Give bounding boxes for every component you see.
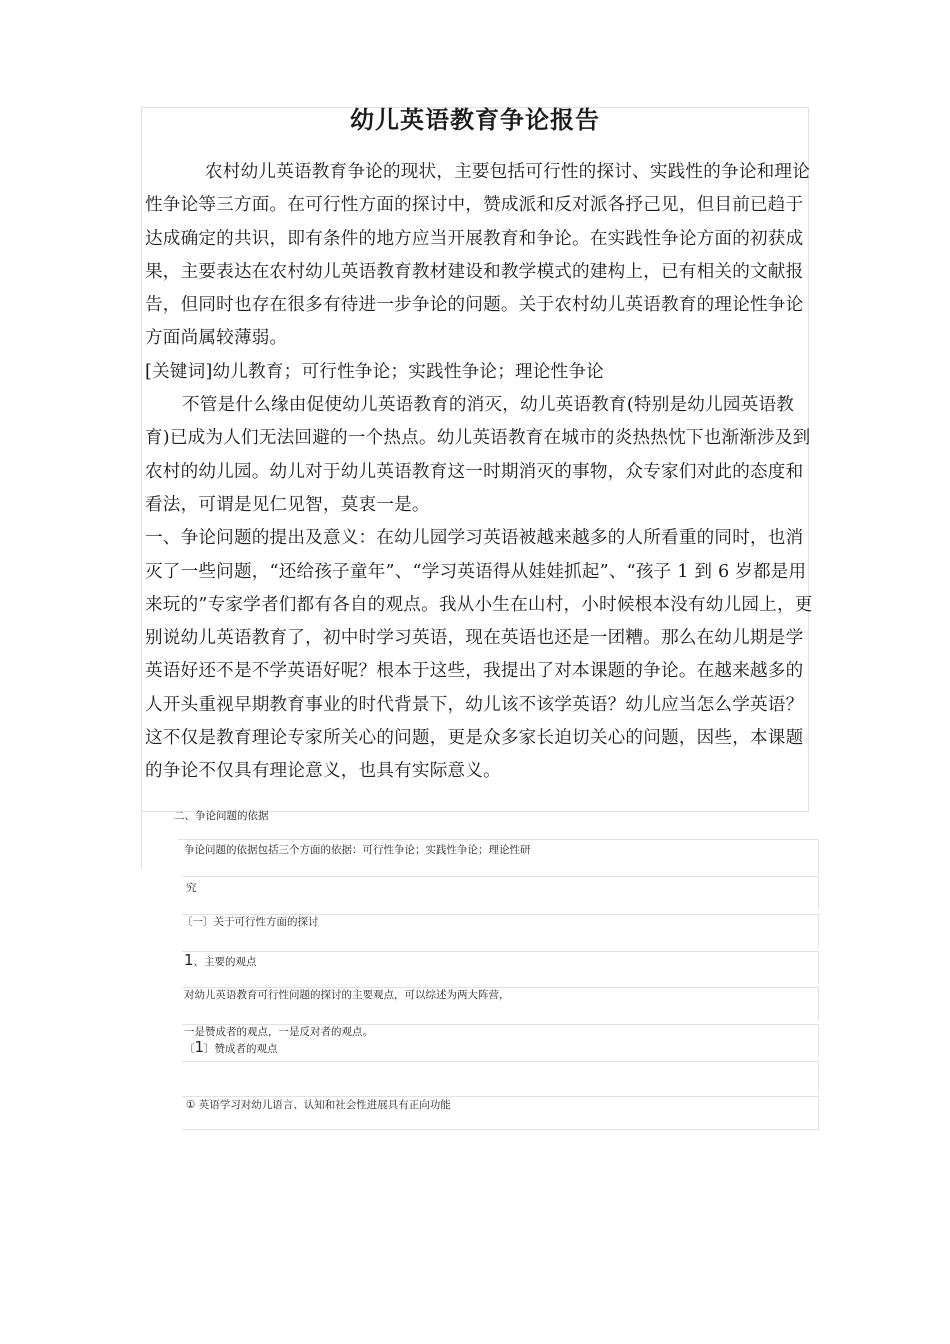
row-box [182,951,819,984]
row-box [182,1061,819,1094]
section2-basis-line2: 究 [186,882,197,894]
subsection1-1-1-heading [184,1040,278,1056]
row-box [182,876,819,909]
point1-text: ① 英语学习对幼儿语言、认知和社会性进展具有正向功能 [186,1099,451,1111]
subsection1-1-number: 1 [184,951,194,969]
subsection1-1-text: 对幼儿英语教育可行性问题的探讨的主要观点，可以综述为两大阵营， [184,989,510,1001]
keywords-line: [关键词]幼儿教育；可行性争论；实践性争论；理论性争论 [145,361,604,382]
subsection1-1-text2: 一是赞成者的观点，一是反对者的观点。 [184,1026,373,1038]
intro-paragraph: 不管是什么缘由促使幼儿英语教育的消灭，幼儿英语教育(特别是幼儿园英语教育)已成为人们无法回避的一个热点。幼儿英语教育在城市的炎热热忱下也渐渐涉及到农村的幼儿园。幼儿对于幼儿英语教育这一时期消灭的事物，众专家们对此的态度和看法，可谓是见仁见智，莫衷一是。 [145,395,811,515]
section1-paragraph: 一、争论问题的提出及意义：在幼儿园学习英语被越来越多的人所看重的同时，也消灭了一些问题，“还给孩子童年”、“学习英语得从娃娃抓起”、“孩子 1 到 6 岁都是用来玩的”专家学者们都有各自的观点。我从小生在山村，小时候根本没有幼儿园上，更别说幼儿英语教育了，初中时学习英语，现在英语也还是一团糟。那么在幼儿期是学英语好还不是不学英语好呢？根本于这些，我提出了对本课题的争论。在越来越多的人开头重视早期教育事业的时代背景下，幼儿该不该学英语？幼儿应当怎么学英语？这不仅是教育理论专家所关心的问题，更是众多家长迫切关心的问题，因些，本课题的争论不仅具有理论意义，也具有实际意义。 [145,528,813,782]
subsection1-1-label: 、主要的观点 [193,956,257,968]
subsection1-1-1-number: 1 [194,1038,205,1056]
section2-heading: 二、争论问题的依据 [174,810,269,822]
subsection1-heading: 〔一〕关于可行性方面的探讨 [182,916,319,928]
document-title: 幼儿英语教育争论报告 [350,106,600,134]
abstract-paragraph: 农村幼儿英语教育争论的现状，主要包括可行性的探讨、实践性的争论和理论性争论等三方面。在可行性方面的探讨中，赞成派和反对派各抒己见，但目前已趋于达成确定的共识，即有条件的地方应当开展教育和争论。在实践性争论方面的初获成果，主要表达在农村幼儿英语教育教材建设和教学模式的建构上，已有相关的文献报告，但同时也存在很多有待进一步争论的问题。关于农村幼儿英语教育的理论性争论方面尚属较薄弱。 [145,162,810,349]
subsection1-1-1-label: 〕赞成者的观点 [204,1043,278,1055]
section2-basis-line1: 争论问题的依据包括三个方面的依据：可行性争论；实践性争论；理论性研 [184,844,531,856]
document-body [145,156,815,789]
subsection1-1-heading [184,953,257,969]
subsection1-1-1-open: 〔 [184,1043,195,1055]
page-frame-left [141,107,142,869]
